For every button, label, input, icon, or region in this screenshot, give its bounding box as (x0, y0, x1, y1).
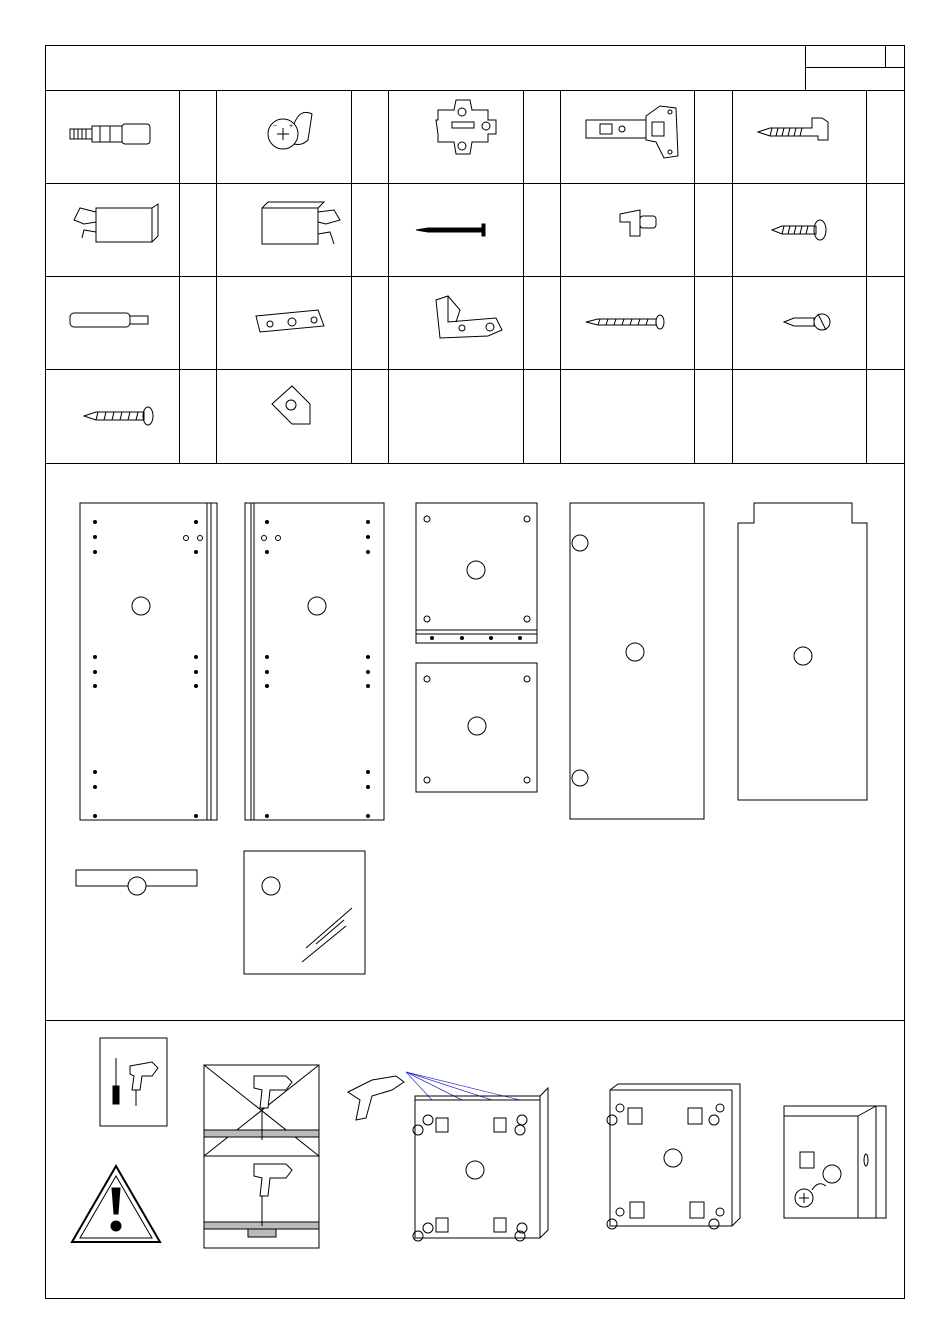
rail-panel (76, 870, 197, 895)
tools-box (100, 1038, 167, 1126)
l-hook-screw-icon (758, 118, 828, 140)
glass-panel (244, 851, 365, 974)
wooden-dowel-icon (70, 313, 148, 327)
drawer-clip-right-icon (262, 202, 340, 244)
cup-hinge-icon (586, 106, 678, 158)
hinge-plate-icon (436, 100, 496, 154)
connector-block-icon (256, 310, 324, 332)
long-screw-icon (586, 315, 664, 329)
nail-icon (416, 224, 485, 236)
small-screw-icon (784, 314, 830, 330)
short-screw-icon (772, 220, 826, 240)
svg-text:+: + (289, 123, 294, 130)
cam-lock-icon (268, 112, 312, 149)
page-frame (46, 46, 905, 1299)
door-panel (570, 503, 704, 819)
step-fit-bottom-panel (607, 1084, 740, 1229)
drill-depth-diagram (204, 1065, 319, 1248)
screwdriver-icon (113, 1058, 119, 1104)
left-side-panel (80, 503, 217, 820)
top-panel (416, 503, 537, 643)
shelf-support-icon (620, 210, 656, 236)
step-cam-detail (784, 1106, 886, 1218)
drawer-clip-left-icon (74, 204, 158, 242)
right-side-panel (245, 503, 384, 820)
warning-icon (72, 1166, 160, 1242)
corner-plate-icon (272, 386, 310, 424)
l-bracket-icon (436, 296, 502, 338)
power-drill-icon (130, 1062, 158, 1106)
step-drill-top-panel (348, 1072, 548, 1241)
medium-screw-icon (84, 407, 153, 425)
bottom-panel (416, 663, 537, 792)
back-panel (738, 503, 867, 800)
cam-bolt-icon (70, 124, 150, 144)
header-block (45, 45, 905, 91)
svg-text:−: − (273, 123, 278, 130)
hardware-grid (45, 90, 905, 464)
